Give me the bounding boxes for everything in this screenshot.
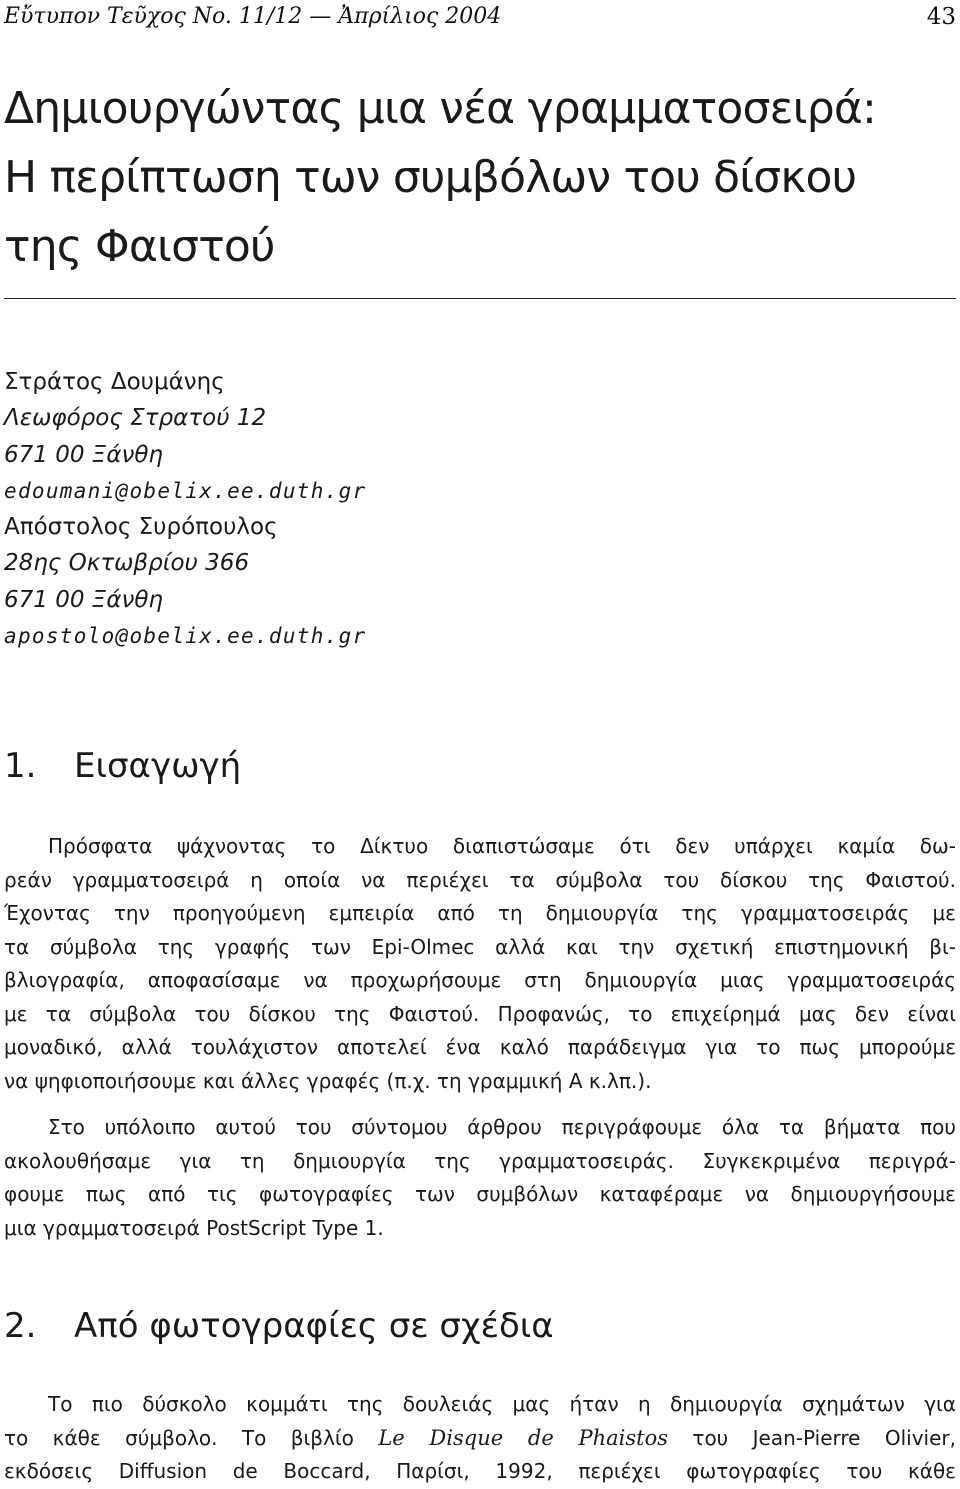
book-title: Le Disque de Phaistos xyxy=(378,1425,668,1450)
paragraph-line: φουμε πως από τις φωτογραφίες των συμβόλων καταφέραμε να δημιουργήσουμε xyxy=(4,1182,956,1206)
paragraph-line: Έχοντας την προηγούμενη εμπειρία από τη δημιουργία της γραμματοσειράς με xyxy=(4,901,956,925)
journal-issue-header: Εὔτυπον Τεῦχος No. 11/12 — Ἀπρίλιος 2004 xyxy=(4,4,502,29)
running-head xyxy=(4,4,956,34)
paragraph-line: μια γραμματοσειρά PostScript Type 1. xyxy=(4,1215,384,1240)
paragraph-line xyxy=(4,1422,956,1456)
page-number: 43 xyxy=(926,4,956,30)
paragraph-line: ακολουθήσαμε για τη δημιουργία της γραμματοσειράς. Συγκεκριμένα περιγρά- xyxy=(4,1148,956,1173)
section-heading-introduction xyxy=(4,746,241,786)
author-name: Απόστολος Συρόπουλος xyxy=(4,514,278,541)
section-number: 2. xyxy=(4,1306,37,1346)
author-city: 671 00 Ξάνθη xyxy=(4,441,163,468)
section-number: 1. xyxy=(4,746,37,786)
author-email[interactable]: edoumani@obelix.ee.duth.gr xyxy=(4,478,367,503)
section-1-paragraph-1 xyxy=(4,830,956,1098)
title-rule xyxy=(4,298,956,299)
section-2-paragraph-1 xyxy=(4,1388,956,1489)
paragraph-line: εκδόσεις Diffusion de Boccard, Παρίσι, 1992, περιέχει φωτογραφίες του κάθε xyxy=(4,1459,956,1483)
paragraph-line: ρεάν γραμματοσειρά η οποία να περιέχει τα σύμβολα του δίσκου της Φαιστού. xyxy=(4,867,956,892)
paragraph-line: Στο υπόλοιπο αυτού του σύντομου άρθρου περιγράφουμε όλα τα βήματα που xyxy=(48,1115,956,1139)
paragraph-line: Πρόσφατα ψάχνοντας το Δίκτυο διαπιστώσαμε ότι δεν υπάρχει καμία δω- xyxy=(48,834,956,858)
paragraph-line: με τα σύμβολα του δίσκου της Φαιστού. Προφανώς, το επιχείρημά μας δεν είναι xyxy=(4,1001,956,1026)
paragraph-line: βλιογραφία, αποφασίσαμε να προχωρήσουμε στη δημιουργία μιας γραμματοσειράς xyxy=(4,968,956,992)
text-run: του Jean-Pierre Olivier, xyxy=(668,1425,956,1450)
paragraph-line: τα σύμβολα της γραφής των Epi-Olmec αλλά και την σχετική επιστημονική βι- xyxy=(4,934,956,959)
author-address: 28ης Οκτωβρίου 366 xyxy=(4,550,250,577)
section-heading-photos-to-drawings xyxy=(4,1306,554,1346)
section-title: Εισαγωγή xyxy=(74,746,242,786)
author-name: Στράτος Δουμάνης xyxy=(4,369,225,395)
paragraph-line: Το πιο δύσκολο κομμάτι της δουλειάς μας ήταν η δημιουργία σχημάτων για xyxy=(48,1392,956,1416)
section-1-paragraph-2 xyxy=(4,1111,956,1245)
author-city: 671 00 Ξάνθη xyxy=(4,586,163,613)
text-run: το κάθε σύμβολο. Το βιβλίο xyxy=(4,1425,379,1450)
author-address: Λεωφόρος Στρατού 12 xyxy=(4,405,267,432)
paragraph-line: να ψηφιοποιήσουμε και άλλες γραφές (π.χ. τη γραμμική Α κ.λπ.). xyxy=(4,1068,652,1093)
article-title-line-2: Η περίπτωση των συμβόλων του δίσκου xyxy=(4,152,857,203)
article-title-line-1: Δημιουργώντας μια νέα γραμματοσειρά: xyxy=(4,83,877,134)
article-title xyxy=(4,74,956,281)
article-title-line-3: της Φαιστού xyxy=(4,221,275,272)
author-email[interactable]: apostolo@obelix.ee.duth.gr xyxy=(4,624,367,649)
paragraph-line: μοναδικό, αλλά τουλάχιστον αποτελεί ένα καλό παράδειγμα για το πως μπορούμε xyxy=(4,1035,956,1059)
section-title: Από φωτογραφίες σε σχέδια xyxy=(74,1306,554,1346)
author-block xyxy=(4,364,367,654)
